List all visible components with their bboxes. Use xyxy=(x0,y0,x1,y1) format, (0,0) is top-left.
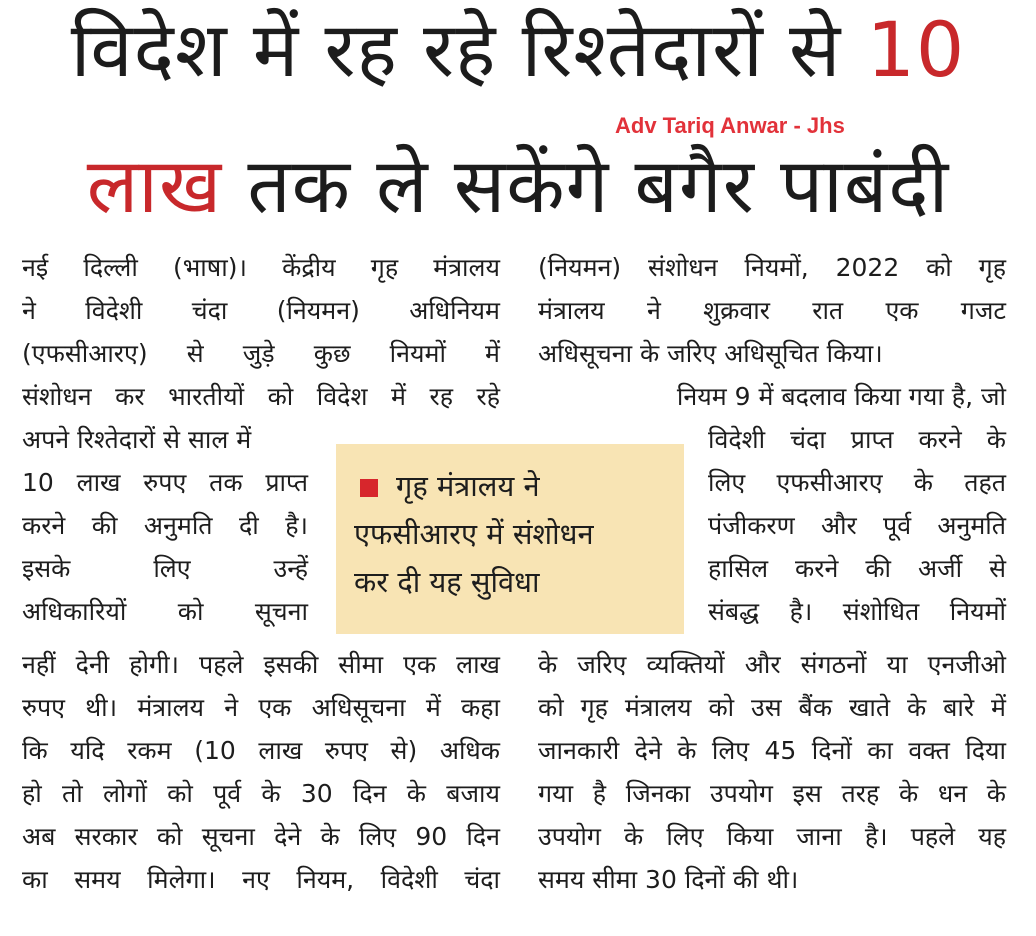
body-line: संशोधन कर भारतीयों को विदेश में रह रहे xyxy=(22,382,500,411)
body-line: गया है जिनका उपयोग इस तरह के धन के xyxy=(538,779,1006,808)
body-line: समय सीमा 30 दिनों की थी। xyxy=(538,865,799,894)
body-line: हो तो लोगों को पूर्व के 30 दिन के बजाय xyxy=(22,779,500,808)
body-line: (एफसीआरए) से जुड़े कुछ नियमों में xyxy=(22,339,500,368)
headline-number: 10 xyxy=(866,5,966,94)
headline-line-1-text: विदेश में रह रहे रिश्तेदारों से xyxy=(70,5,842,94)
body-line: मंत्रालय ने शुक्रवार रात एक गजट xyxy=(538,296,1006,325)
body-line: उपयोग के लिए किया जाना है। पहले यह xyxy=(538,822,1006,851)
body-line-para-start: नियम 9 में बदलाव किया गया है, जो xyxy=(676,382,1006,411)
pull-quote-text-2: एफसीआरए में संशोधन xyxy=(354,517,594,551)
body-line: कि यदि रकम (10 लाख रुपए से) अधिक xyxy=(22,736,500,765)
body-line: नई दिल्ली (भाषा)। केंद्रीय गृह मंत्रालय xyxy=(22,253,500,282)
body-line: अब सरकार को सूचना देने के लिए 90 दिन xyxy=(22,822,500,851)
credit-watermark: Adv Tariq Anwar - Jhs xyxy=(615,113,845,138)
red-square-bullet-icon xyxy=(360,479,378,497)
body-line: को गृह मंत्रालय को उस बैंक खाते के बारे में xyxy=(538,693,1006,722)
body-line: हासिल करने की अर्जी से xyxy=(708,554,1006,583)
pull-quote-box xyxy=(336,444,684,634)
headline-line-2-text: तक ले सकेंगे बगैर पाबंदी xyxy=(247,141,950,230)
headline-accent-word: लाख xyxy=(86,141,223,230)
body-line: पंजीकरण और पूर्व अनुमति xyxy=(708,511,1006,540)
pull-quote-text-3: कर दी यह सुविधा xyxy=(354,565,540,599)
pull-quote-text-1: गृह मंत्रालय ने xyxy=(396,469,540,503)
body-line: (नियमन) संशोधन नियमों, 2022 को गृह xyxy=(538,253,1006,282)
body-line: रुपए थी। मंत्रालय ने एक अधिसूचना में कहा xyxy=(22,693,500,722)
body-line: ने विदेशी चंदा (नियमन) अधिनियम xyxy=(22,296,500,325)
headline-line-2 xyxy=(0,141,1036,230)
body-line: का समय मिलेगा। नए नियम, विदेशी चंदा xyxy=(22,865,500,894)
body-line: अधिकारियों को सूचना xyxy=(22,597,308,626)
body-line: करने की अनुमति दी है। xyxy=(22,511,308,540)
body-line: 10 लाख रुपए तक प्राप्त xyxy=(22,468,308,497)
body-line: जानकारी देने के लिए 45 दिनों का वक्त दिया xyxy=(538,736,1006,765)
body-line: नहीं देनी होगी। पहले इसकी सीमा एक लाख xyxy=(22,650,500,679)
body-line: अपने रिश्तेदारों से साल में xyxy=(22,425,252,454)
body-line: इसके लिए उन्हें xyxy=(22,554,308,583)
body-line: के जरिए व्यक्तियों और संगठनों या एनजीओ xyxy=(538,650,1006,679)
body-line: अधिसूचना के जरिए अधिसूचित किया। xyxy=(538,339,883,368)
body-line: लिए एफसीआरए के तहत xyxy=(708,468,1006,497)
body-line: संबद्ध है। संशोधित नियमों xyxy=(708,597,1006,626)
headline-line-1 xyxy=(0,5,1036,94)
pull-quote-line-1 xyxy=(354,462,672,510)
body-line: विदेशी चंदा प्राप्त करने के xyxy=(708,425,1006,454)
